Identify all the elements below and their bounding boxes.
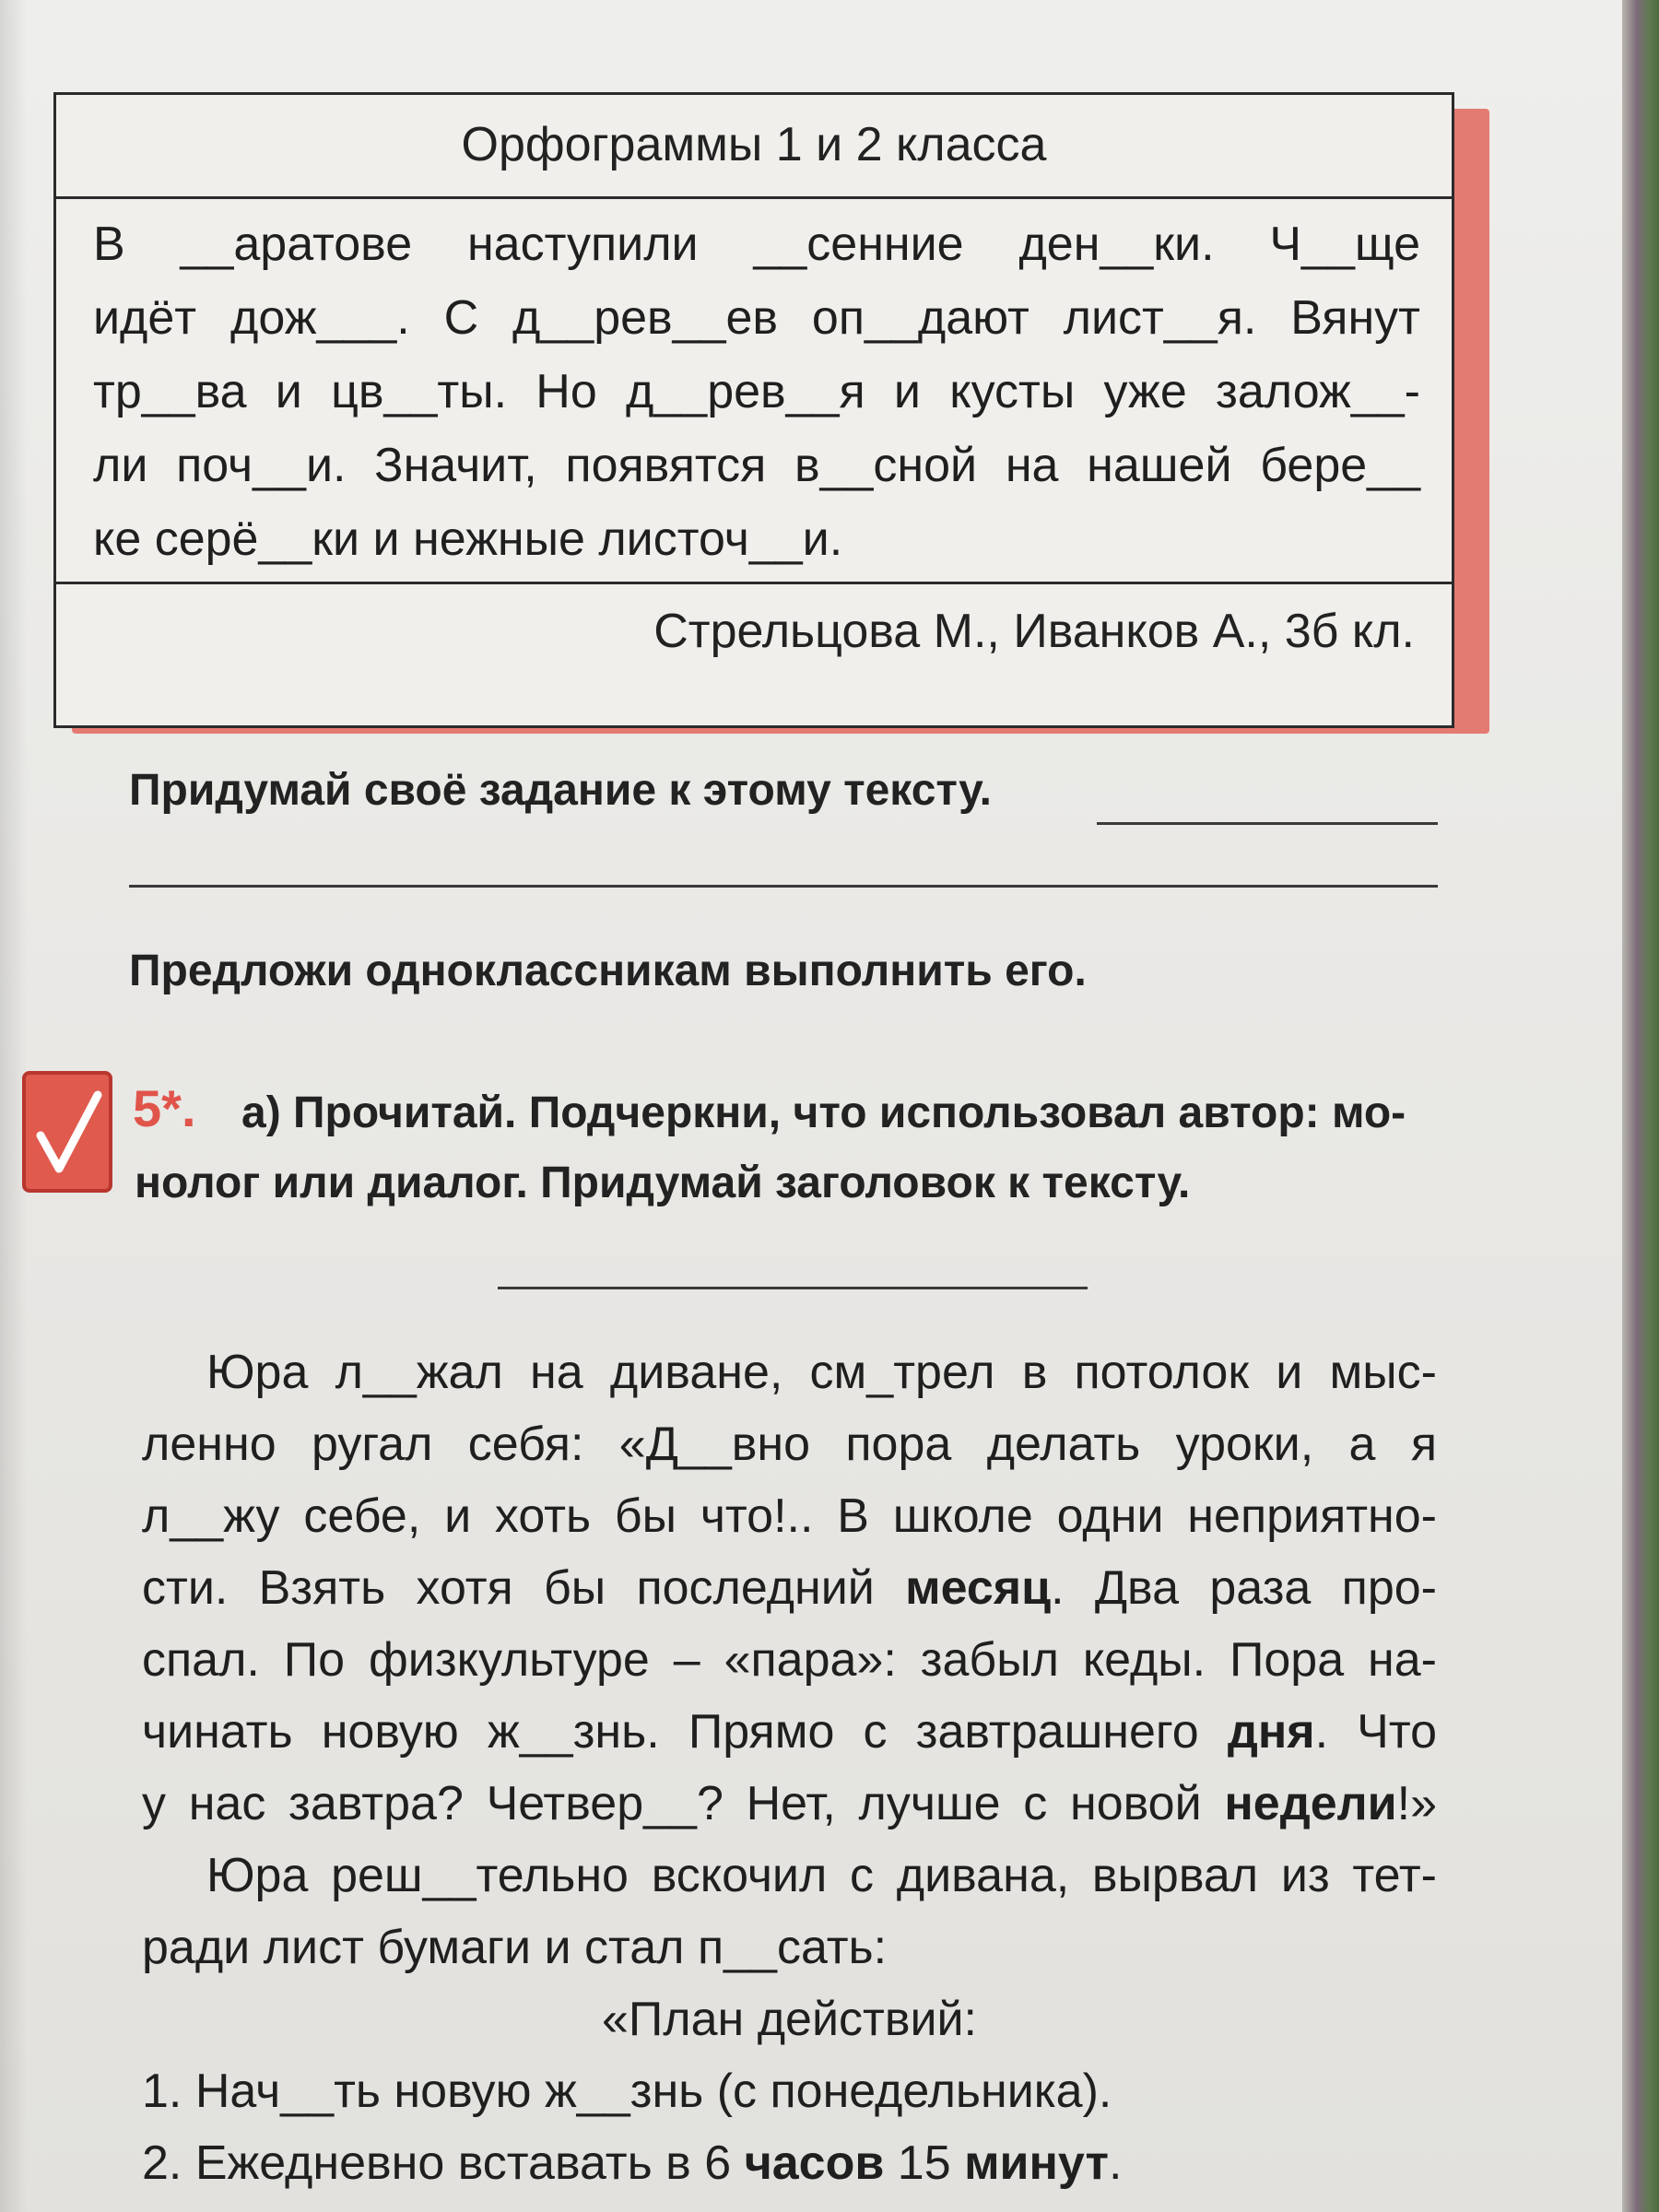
task5-line-2: нолог или диалог. Придумай заголовок к тексту. — [135, 1159, 1191, 1207]
text-line: 1. Нач__ть новую ж__знь (с понедельника). — [142, 2065, 1112, 2118]
spelling-exercise-box — [53, 92, 1454, 728]
text-segment: . — [1108, 2136, 1123, 2190]
text-line: ленно ругал себя: «Д__вно пора делать уроки, а я — [142, 1418, 1437, 1471]
text-line: Юра л__жал на диване, см_трел в потолок и мыс- — [206, 1346, 1437, 1399]
task-offer-text: Предложи одноклассникам выполнить его. — [129, 947, 1087, 995]
text-line: Юра реш__тельно вскочил с дивана, вырвал из тет- — [206, 1849, 1437, 1902]
answer-line-2[interactable] — [129, 885, 1438, 888]
bold-word: дня — [1227, 1705, 1315, 1759]
box-divider-top — [56, 196, 1452, 199]
box-text — [93, 207, 1420, 576]
task-number: 5*. — [133, 1079, 196, 1137]
task5-line-1: а) Прочитай. Подчеркни, что использовал автор: мо- — [241, 1088, 1406, 1137]
bold-word: минут — [964, 2136, 1109, 2190]
box-line: ли поч__и. Значит, появятся в__сной на нашей бере__ — [93, 439, 1420, 492]
text-segment: у нас завтра? Четвер__? Нет, лучше с новой — [142, 1777, 1225, 1830]
text-segment: . Два раза про- — [1051, 1561, 1437, 1615]
box-line: идёт дож___. С д__рев__ев оп__дают лист__я. Вянут — [93, 291, 1420, 345]
checkmark-badge — [22, 1071, 112, 1193]
text-line: ради лист бумаги и стал п__сать: — [142, 1921, 888, 1974]
box-author: Стрельцова М., Иванков А., 3б кл. — [653, 605, 1415, 658]
title-answer-line[interactable] — [498, 1287, 1088, 1289]
book-edge — [1622, 0, 1659, 2212]
box-divider-bottom — [56, 582, 1452, 584]
text-line — [142, 1696, 1437, 1768]
answer-line-1[interactable] — [1097, 822, 1438, 825]
text-segment: сти. Взять хотя бы последний — [142, 1561, 906, 1615]
box-line: тр__ва и цв__ты. Но д__рев__я и кусты уже залож__- — [93, 365, 1420, 418]
text-segment: 15 — [884, 2136, 965, 2190]
reading-text — [142, 1336, 1437, 2199]
text-segment: 2. Ежедневно вставать в 6 — [142, 2136, 745, 2190]
bold-word: часов — [744, 2136, 885, 2190]
task-invent-text: Придумай своё задание к этому тексту. — [129, 766, 992, 815]
bold-word: месяц — [905, 1561, 1052, 1615]
box-line: В __аратове наступили __сенние ден__ки. Ч__ще — [93, 218, 1420, 271]
text-line: «План действий: — [601, 1993, 977, 2046]
text-line — [142, 2127, 1437, 2199]
text-line — [142, 1768, 1437, 1840]
text-segment: . Что — [1314, 1705, 1437, 1759]
box-line: ке серё__ки и нежные листоч__и. — [93, 512, 843, 566]
box-title: Орфограммы 1 и 2 класса — [461, 118, 1047, 171]
text-line: л__жу себе, и хоть бы что!.. В школе одни неприятно- — [142, 1489, 1437, 1543]
text-line: спал. По физкультуре – «пара»: забыл кеды. Пора на- — [142, 1633, 1437, 1687]
text-segment: чинать новую ж__знь. Прямо с завтрашнего — [142, 1705, 1228, 1759]
text-line — [142, 1552, 1437, 1624]
bold-word: недели — [1224, 1777, 1397, 1830]
checkmark-icon — [31, 1088, 105, 1180]
text-segment: !» — [1396, 1777, 1437, 1830]
